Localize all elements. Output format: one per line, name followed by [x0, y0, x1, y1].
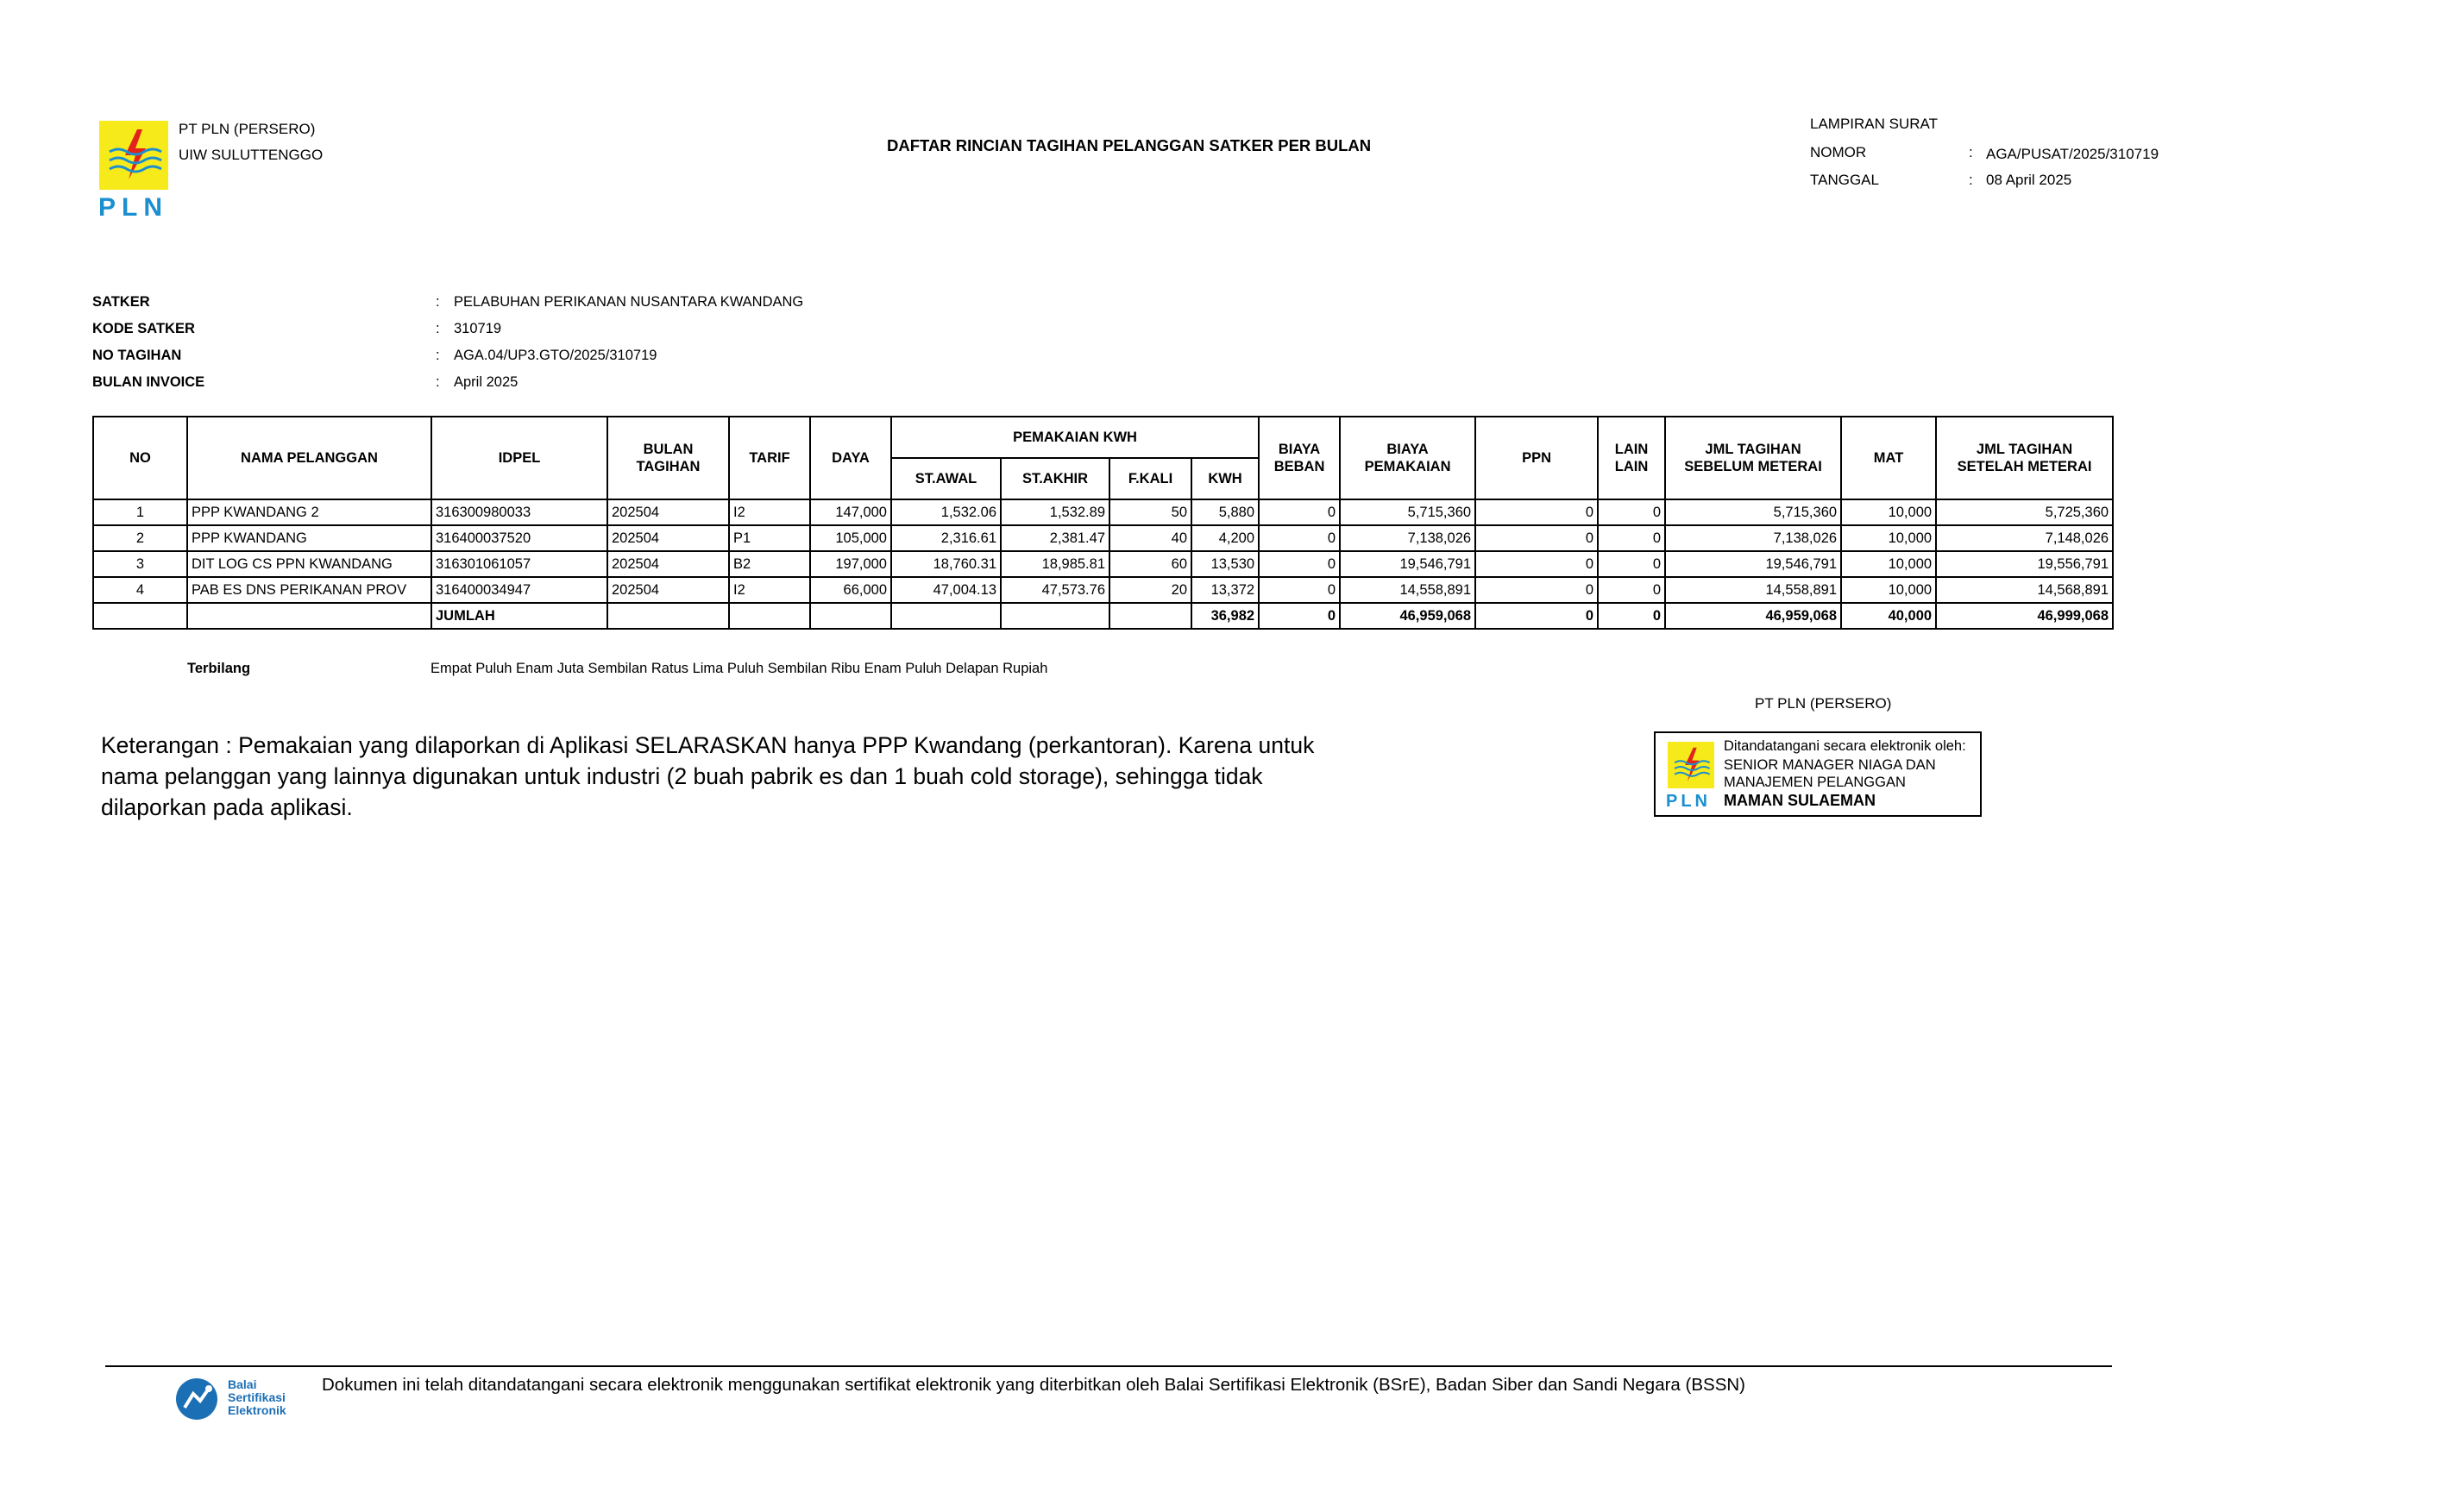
total-empty-daya	[810, 603, 891, 629]
cell-biaya-beban: 0	[1259, 499, 1340, 525]
header-sebelum-line2: SEBELUM METERAI	[1684, 459, 1822, 474]
cell-sebelum-meterai: 5,715,360	[1665, 499, 1841, 525]
tanggal-colon: :	[1969, 172, 1973, 188]
pln-logo-text: PLN	[98, 193, 168, 222]
cell-bulan: 202504	[607, 577, 729, 603]
cell-lain: 0	[1598, 525, 1665, 551]
signature-pln-logo	[1668, 742, 1714, 788]
pln-lightning-icon	[99, 121, 168, 190]
signature-line-3: MANAJEMEN PELANGGAN	[1724, 775, 1906, 790]
cell-st-akhir: 18,985.81	[1001, 551, 1109, 577]
header-setelah-meterai	[1936, 417, 2113, 499]
tanggal-value: 08 April 2025	[1986, 172, 2072, 188]
cell-no: 4	[93, 577, 187, 603]
total-mat: 40,000	[1841, 603, 1936, 629]
header-biaya-pemakaian-line2: PEMAKAIAN	[1364, 459, 1451, 474]
lampiran-label: LAMPIRAN SURAT	[1810, 116, 1938, 132]
total-empty-f-kali	[1109, 603, 1191, 629]
cell-no: 3	[93, 551, 187, 577]
bsre-logo	[174, 1377, 219, 1421]
cell-st-akhir: 1,532.89	[1001, 499, 1109, 525]
signature-logo-text: PLN	[1666, 792, 1711, 811]
cell-tarif: I2	[729, 499, 810, 525]
satker-label: SATKER	[92, 294, 150, 310]
header-biaya-pemakaian	[1340, 417, 1475, 499]
cell-ppn: 0	[1475, 551, 1598, 577]
no-tagihan-colon: :	[436, 348, 440, 363]
header-biaya-beban-line2: BEBAN	[1273, 459, 1325, 474]
cell-nama: PAB ES DNS PERIKANAN PROV	[187, 577, 431, 603]
header-setelah-line2: SETELAH METERAI	[1957, 459, 2092, 474]
header-lain	[1598, 417, 1665, 499]
nomor-value: AGA/PUSAT/2025/310719	[1986, 146, 2159, 162]
total-empty-bulan	[607, 603, 729, 629]
pln-logo	[99, 121, 168, 190]
total-empty-st-awal	[891, 603, 1001, 629]
bulan-invoice-label: BULAN INVOICE	[92, 374, 205, 390]
total-label: JUMLAH	[431, 603, 607, 629]
cell-setelah-meterai: 5,725,360	[1936, 499, 2113, 525]
cell-kwh: 4,200	[1191, 525, 1259, 551]
cell-st-akhir: 47,573.76	[1001, 577, 1109, 603]
satker-colon: :	[436, 294, 440, 310]
cell-sebelum-meterai: 14,558,891	[1665, 577, 1841, 603]
cell-daya: 66,000	[810, 577, 891, 603]
header-pemakaian-kwh: PEMAKAIAN KWH	[891, 417, 1259, 458]
pln-lightning-icon	[1668, 742, 1714, 788]
footer-disclaimer: Dokumen ini telah ditandatangani secara elektronik menggunakan sertifikat elektronik yang diterbitkan oleh Balai Sertifikasi Elektronik (BSrE), Badan Siber dan Sandi Negara (BSSN)	[322, 1375, 1745, 1395]
cell-st-awal: 47,004.13	[891, 577, 1001, 603]
total-empty-nama	[187, 603, 431, 629]
bsre-line-2: Sertifikasi	[228, 1390, 286, 1404]
bsre-line-1: Balai	[228, 1377, 257, 1391]
no-tagihan-label: NO TAGIHAN	[92, 348, 182, 363]
cell-idpel: 316300980033	[431, 499, 607, 525]
terbilang-value: Empat Puluh Enam Juta Sembilan Ratus Lima Puluh Sembilan Ribu Enam Puluh Delapan Rupiah	[431, 661, 1048, 676]
cell-kwh: 13,372	[1191, 577, 1259, 603]
cell-biaya-beban: 0	[1259, 551, 1340, 577]
cell-tarif: I2	[729, 577, 810, 603]
table-row	[93, 577, 2113, 603]
cell-st-awal: 18,760.31	[891, 551, 1001, 577]
header-st-akhir: ST.AKHIR	[1001, 458, 1109, 499]
header-ppn: PPN	[1475, 417, 1598, 499]
cell-nama: DIT LOG CS PPN KWANDANG	[187, 551, 431, 577]
total-empty-st-akhir	[1001, 603, 1109, 629]
cell-biaya-pemakaian: 7,138,026	[1340, 525, 1475, 551]
cell-idpel: 316400037520	[431, 525, 607, 551]
bsre-seal-icon	[174, 1377, 219, 1421]
e-signature-box	[1654, 731, 1982, 817]
cell-daya: 147,000	[810, 499, 891, 525]
cell-st-awal: 1,532.06	[891, 499, 1001, 525]
header-biaya-beban	[1259, 417, 1340, 499]
header-bulan-line1: BULAN	[643, 442, 694, 457]
header-lain-line1: LAIN	[1614, 442, 1649, 457]
tanggal-label: TANGGAL	[1810, 172, 1879, 188]
header-biaya-pemakaian-line1: BIAYA	[1386, 442, 1429, 457]
table-row	[93, 551, 2113, 577]
kode-satker-colon: :	[436, 321, 440, 336]
header-biaya-beban-line1: BIAYA	[1278, 442, 1321, 457]
total-ppn: 0	[1475, 603, 1598, 629]
satker-value: PELABUHAN PERIKANAN NUSANTARA KWANDANG	[454, 294, 804, 310]
total-row	[93, 603, 2113, 629]
kode-satker-value: 310719	[454, 321, 502, 336]
cell-daya: 105,000	[810, 525, 891, 551]
header-kwh: KWH	[1191, 458, 1259, 499]
bsre-line-3: Elektronik	[228, 1403, 286, 1417]
cell-ppn: 0	[1475, 577, 1598, 603]
cell-nama: PPP KWANDANG	[187, 525, 431, 551]
cell-bulan: 202504	[607, 499, 729, 525]
header-tarif: TARIF	[729, 417, 810, 499]
cell-st-akhir: 2,381.47	[1001, 525, 1109, 551]
header-bulan-line2: TAGIHAN	[636, 459, 701, 474]
cell-biaya-pemakaian: 5,715,360	[1340, 499, 1475, 525]
table-row	[93, 525, 2113, 551]
cell-kwh: 13,530	[1191, 551, 1259, 577]
footer-divider	[105, 1365, 2112, 1367]
total-biaya-beban: 0	[1259, 603, 1340, 629]
cell-kwh: 5,880	[1191, 499, 1259, 525]
cell-idpel: 316400034947	[431, 577, 607, 603]
cell-daya: 197,000	[810, 551, 891, 577]
nomor-colon: :	[1969, 144, 1973, 160]
total-sebelum-meterai: 46,959,068	[1665, 603, 1841, 629]
cell-tarif: B2	[729, 551, 810, 577]
header-no: NO	[93, 417, 187, 499]
billing-table	[92, 416, 2114, 630]
cell-mat: 10,000	[1841, 525, 1936, 551]
cell-tarif: P1	[729, 525, 810, 551]
total-empty-no	[93, 603, 187, 629]
signature-line-2: SENIOR MANAGER NIAGA DAN	[1724, 757, 1936, 773]
terbilang-label: Terbilang	[187, 661, 251, 676]
cell-biaya-pemakaian: 14,558,891	[1340, 577, 1475, 603]
cell-lain: 0	[1598, 551, 1665, 577]
total-empty-tarif	[729, 603, 810, 629]
cell-sebelum-meterai: 7,138,026	[1665, 525, 1841, 551]
cell-mat: 10,000	[1841, 577, 1936, 603]
signature-company: PT PLN (PERSERO)	[1755, 695, 1892, 712]
no-tagihan-value: AGA.04/UP3.GTO/2025/310719	[454, 348, 657, 363]
bulan-invoice-value: April 2025	[454, 374, 519, 390]
total-setelah-meterai: 46,999,068	[1936, 603, 2113, 629]
cell-st-awal: 2,316.61	[891, 525, 1001, 551]
page-title: DAFTAR RINCIAN TAGIHAN PELANGGAN SATKER PER BULAN	[887, 136, 1372, 154]
cell-f-kali: 20	[1109, 577, 1191, 603]
cell-no: 1	[93, 499, 187, 525]
cell-mat: 10,000	[1841, 499, 1936, 525]
header-lain-line2: LAIN	[1614, 459, 1649, 474]
cell-biaya-beban: 0	[1259, 525, 1340, 551]
cell-idpel: 316301061057	[431, 551, 607, 577]
cell-f-kali: 40	[1109, 525, 1191, 551]
header-bulan	[607, 417, 729, 499]
header-nama: NAMA PELANGGAN	[187, 417, 431, 499]
cell-lain: 0	[1598, 499, 1665, 525]
unit-name: UIW SULUTTENGGO	[179, 147, 324, 163]
cell-nama: PPP KWANDANG 2	[187, 499, 431, 525]
cell-f-kali: 50	[1109, 499, 1191, 525]
signature-line-1: Ditandatangani secara elektronik oleh:	[1724, 738, 1966, 754]
cell-bulan: 202504	[607, 525, 729, 551]
cell-sebelum-meterai: 19,546,791	[1665, 551, 1841, 577]
company-name: PT PLN (PERSERO)	[179, 121, 316, 137]
signer-name: MAMAN SULAEMAN	[1724, 792, 1876, 809]
cell-biaya-beban: 0	[1259, 577, 1340, 603]
cell-ppn: 0	[1475, 525, 1598, 551]
kode-satker-label: KODE SATKER	[92, 321, 195, 336]
header-st-awal: ST.AWAL	[891, 458, 1001, 499]
table-row	[93, 499, 2113, 525]
header-sebelum-meterai	[1665, 417, 1841, 499]
header-mat: MAT	[1841, 417, 1936, 499]
bulan-invoice-colon: :	[436, 374, 440, 390]
cell-f-kali: 60	[1109, 551, 1191, 577]
cell-setelah-meterai: 7,148,026	[1936, 525, 2113, 551]
cell-ppn: 0	[1475, 499, 1598, 525]
cell-mat: 10,000	[1841, 551, 1936, 577]
header-f-kali: F.KALI	[1109, 458, 1191, 499]
header-sebelum-line1: JML TAGIHAN	[1705, 442, 1801, 457]
header-setelah-line1: JML TAGIHAN	[1976, 442, 2073, 457]
total-kwh: 36,982	[1191, 603, 1259, 629]
cell-biaya-pemakaian: 19,546,791	[1340, 551, 1475, 577]
header-daya: DAYA	[810, 417, 891, 499]
cell-setelah-meterai: 19,556,791	[1936, 551, 2113, 577]
keterangan-note: Keterangan : Pemakaian yang dilaporkan di Aplikasi SELARASKAN hanya PPP Kwandang (perkantoran). Karena untuk nama pelanggan yang lainnya digunakan untuk industri (2 buah pabrik es dan 1 buah cold storage), sehingga tidak dilaporkan pada aplikasi.	[101, 732, 1315, 820]
cell-setelah-meterai: 14,568,891	[1936, 577, 2113, 603]
cell-lain: 0	[1598, 577, 1665, 603]
cell-bulan: 202504	[607, 551, 729, 577]
header-idpel: IDPEL	[431, 417, 607, 499]
cell-no: 2	[93, 525, 187, 551]
total-biaya-pemakaian: 46,959,068	[1340, 603, 1475, 629]
nomor-label: NOMOR	[1810, 144, 1867, 160]
total-lain: 0	[1598, 603, 1665, 629]
bsre-text	[228, 1378, 286, 1417]
